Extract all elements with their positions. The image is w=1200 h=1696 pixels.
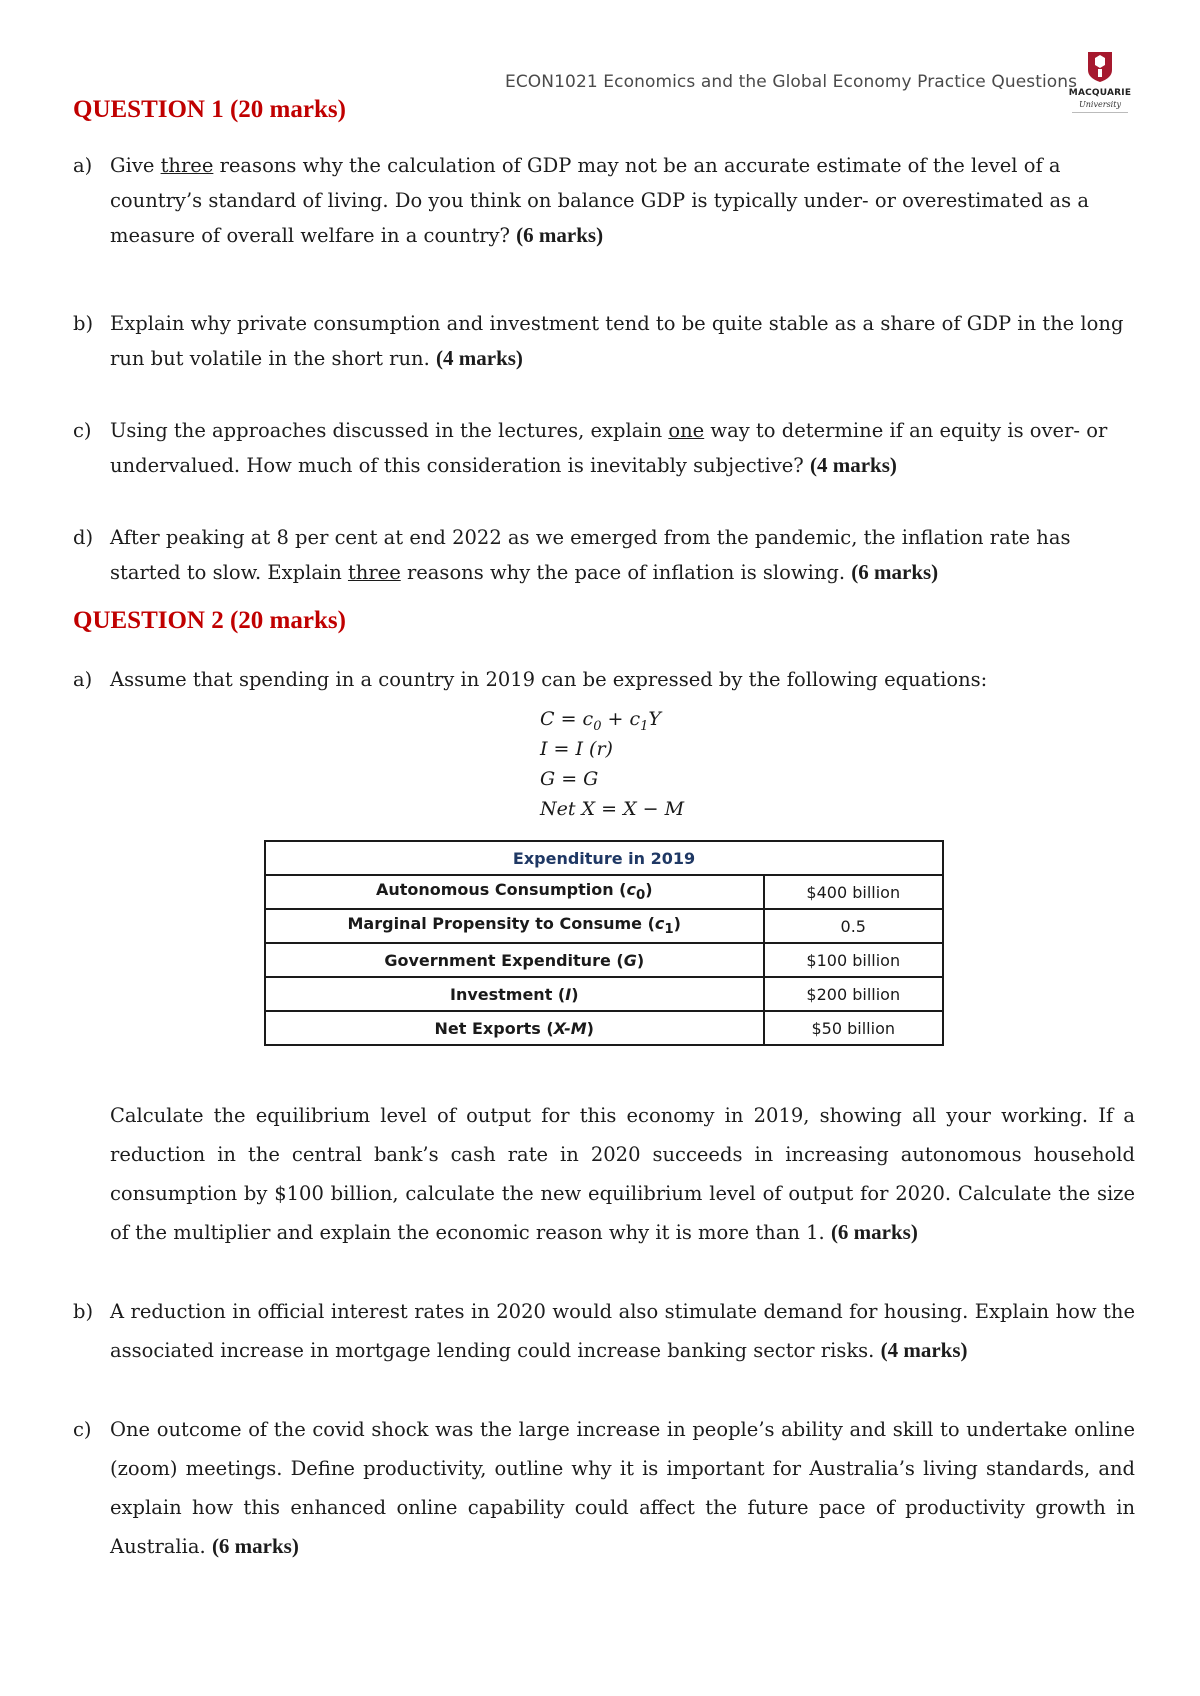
marks: (6 marks) — [851, 560, 939, 584]
row-value: $200 billion — [764, 977, 944, 1011]
logo-name: MACQUARIE — [1068, 88, 1132, 98]
row-value: $50 billion — [764, 1011, 944, 1045]
q1-item-d — [73, 520, 1135, 590]
marks: (4 marks) — [809, 453, 897, 477]
underlined-word: three — [347, 561, 401, 584]
equation-investment: I = I (r) — [540, 738, 613, 760]
q1-item-a — [73, 148, 1135, 253]
table-header-row — [265, 841, 943, 875]
item-text: After peaking at 8 per cent at end 2022 as we emerged from the pandemic, the inflation rate has started to slow. Explain three reasons why the pace of inflation is slowing. (6 marks) — [110, 526, 1071, 584]
item-label: b) — [73, 1300, 94, 1323]
item-label: c) — [73, 419, 92, 442]
row-label: Autonomous Consumption $(c_0)$ — [265, 875, 764, 909]
row-label: Net Exports (X-M) — [265, 1011, 764, 1045]
q1-item-c — [73, 413, 1135, 483]
marks: (6 marks) — [516, 223, 604, 247]
table-row — [265, 875, 943, 909]
item-label: a) — [73, 154, 93, 177]
underlined-word: one — [668, 419, 705, 442]
marks: (4 marks) — [436, 346, 523, 370]
question-2-title: QUESTION 2 (20 marks) — [73, 607, 346, 634]
logo-rule — [1072, 112, 1128, 113]
table-row — [265, 943, 943, 977]
row-label: Marginal Propensity to Consume $(c_1)$ — [265, 909, 764, 943]
equation-government: G = G — [540, 768, 599, 790]
item-label: c) — [73, 1418, 92, 1441]
row-value: 0.5 — [764, 909, 944, 943]
marks: (4 marks) — [880, 1338, 968, 1362]
expenditure-table — [264, 840, 944, 1046]
item-text: Calculate the equilibrium level of output for this economy in 2019, showing all your working. If a reduction in the central bank’s cash rate in 2020 succeeds in increasing autonomous household consumption by $100 billion, calculate the new equilibrium level of output for 2020. Calculate the size of the multiplier and explain the economic reason why it is more than 1. (6 marks) — [110, 1104, 1135, 1244]
item-text: One outcome of the covid shock was the large increase in people’s ability and skill to undertake online (zoom) meetings. Define productivity, outline why it is important for Australia’s living standards, and explain how this enhanced online capability could affect the future pace of productivity growth in Australia. (6 marks) — [110, 1418, 1135, 1558]
marks: (6 marks) — [211, 1534, 299, 1558]
equation-net-exports: Net X = X − M — [540, 798, 685, 820]
item-text: Using the approaches discussed in the lectures, explain one way to determine if an equity is over- or undervalued. How much of this consideration is inevitably subjective? (4 marks) — [110, 419, 1108, 477]
item-text: A reduction in official interest rates in 2020 would also stimulate demand for housing. Explain how the associated increase in mortgage lending could increase banking sector risks. (4 marks) — [110, 1300, 1135, 1362]
q1-item-b — [73, 306, 1135, 376]
table-row — [265, 1011, 943, 1045]
shield-icon — [1088, 52, 1112, 82]
item-label: a) — [73, 668, 93, 691]
course-header: ECON1021 Economics and the Global Economy Practice Questions — [505, 72, 1078, 92]
question-1-title: QUESTION 1 (20 marks) — [73, 96, 346, 123]
row-label: Government Expenditure (G) — [265, 943, 764, 977]
row-value: $400 billion — [764, 875, 944, 909]
table-header: Expenditure in 2019 — [265, 841, 943, 875]
q2-item-a-question — [73, 1096, 1135, 1252]
q2-item-a-intro — [73, 662, 1135, 697]
row-value: $100 billion — [764, 943, 944, 977]
q2-item-b — [73, 1292, 1135, 1370]
university-logo — [1068, 52, 1132, 118]
item-label: d) — [73, 526, 94, 549]
underlined-word: three — [160, 154, 214, 177]
logo-subtitle: University — [1079, 100, 1121, 109]
item-text: Assume that spending in a country in 2019 can be expressed by the following equations: — [110, 668, 988, 691]
row-label: Investment (I) — [265, 977, 764, 1011]
marks: (6 marks) — [830, 1220, 918, 1244]
item-text: Explain why private consumption and investment tend to be quite stable as a share of GDP in the long run but volatile in the short run. (4 marks) — [110, 312, 1124, 370]
item-label: b) — [73, 312, 94, 335]
equation-consumption: $C = c_0 + c_1Y$ — [540, 708, 661, 734]
item-text: Give three reasons why the calculation of GDP may not be an accurate estimate of the level of a country’s standard of living. Do you think on balance GDP is typically under- or overestimated as a measure of overall welfare in a country? (6 marks) — [110, 154, 1089, 247]
table-row — [265, 977, 943, 1011]
q2-item-c — [73, 1410, 1135, 1566]
table-row — [265, 909, 943, 943]
